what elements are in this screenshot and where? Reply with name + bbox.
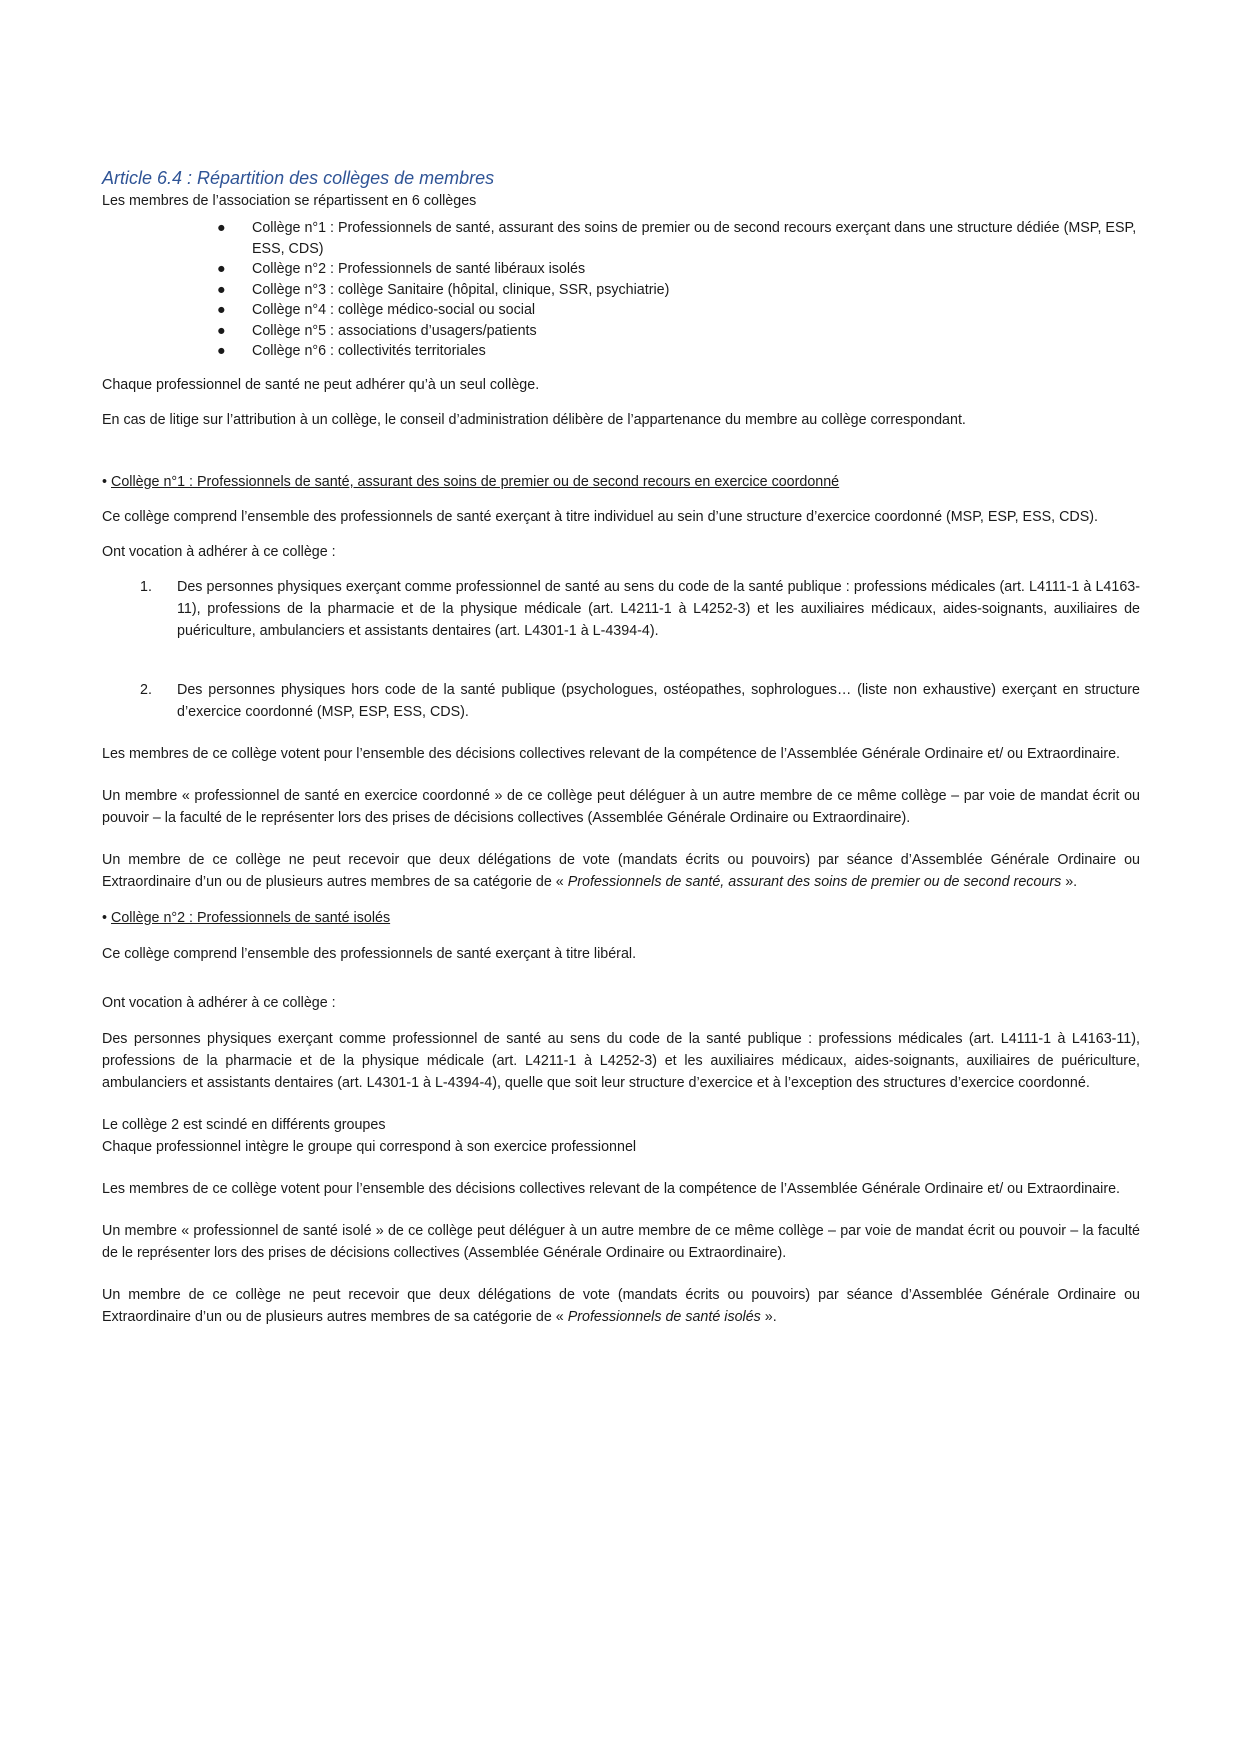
college2-delegation: Un membre « professionnel de santé isolé » de ce collège peut déléguer à un autre membre de ce même collège – par voie de mandat écrit ou pouvoir – la faculté de le représenter lors des prises de décisions collectives (Assemblée Générale Ordinaire ou Extraordinaire).: [102, 1222, 1140, 1261]
list-item: [102, 341, 1140, 362]
college2-heading: [102, 907, 1140, 929]
list-item-text: Des personnes physiques hors code de la santé publique (psychologues, ostéopathes, sophrologues… (liste non exhaustive) exerçant en structure d’exercice coordonné (MSP, ESP, ESS, CDS).: [177, 681, 1140, 720]
college1-votes: Les membres de ce collège votent pour l’ensemble des décisions collectives relevant de la compétence de l’Assemblée Générale Ordinaire et/ ou Extraordinaire.: [102, 745, 1121, 762]
list-item: [102, 321, 1140, 342]
rule-single-college: Chaque professionnel de santé ne peut adhérer qu’à un seul collège.: [102, 376, 540, 393]
list-item-text: Collège n°3 : collège Sanitaire (hôpital, clinique, SSR, psychiatrie): [252, 281, 670, 298]
bullet-icon: ●: [217, 302, 226, 318]
college2-groups-line1: Le collège 2 est scindé en différents groupes: [102, 1116, 386, 1133]
college2-vocation: Ont vocation à adhérer à ce collège :: [102, 994, 336, 1011]
limit-end: ».: [1061, 873, 1078, 890]
college1-vocation: Ont vocation à adhérer à ce collège :: [102, 543, 336, 560]
bullet-icon: ●: [217, 261, 226, 277]
list-item: [102, 679, 1140, 723]
list-item-text: Collège n°6 : collectivités territoriales: [252, 343, 486, 359]
bullet-icon: ●: [217, 343, 226, 359]
college2-votes: Les membres de ce collège votent pour l’ensemble des décisions collectives relevant de la compétence de l’Assemblée Générale Ordinaire et/ ou Extraordinaire.: [102, 1180, 1121, 1197]
category-name: Professionnels de santé isolés: [567, 1308, 761, 1325]
college2-description: Ce collège comprend l’ensemble des professionnels de santé exerçant à titre libéral.: [102, 945, 637, 962]
colleges-list: [102, 218, 1140, 362]
limit-text: Un membre de ce collège ne peut recevoir que deux délégations de vote (mandats écrits ou pouvoirs) par séance d’Assemblée Générale Ordinaire ou Extraordinaire d’un ou de plusieurs autres membres de sa catégorie de «: [102, 851, 1140, 890]
list-item: [102, 218, 1140, 259]
college2-groups-line2: Chaque professionnel intègre le groupe qui correspond à son exercice professionnel: [102, 1138, 637, 1155]
college2-persons: Des personnes physiques exerçant comme professionnel de santé au sens du code de la santé publique : professions médicales (art. L4111-1 à L4163-11), professions de la pharmacie et de la physique médicale (art. L4211-1 à L4252-3) et les auxiliaires médicaux, aides-soignants, auxiliaires de puériculture, ambulanciers et assistants dentaires (art. L4301-1 à L-4394-4), quelle que soit leur structure d’exercice et à l’exception des structures d’exercice coordonné.: [102, 1030, 1140, 1091]
limit-end: ».: [760, 1308, 777, 1325]
category-name: Professionnels de santé, assurant des soins de premier ou de second recours: [567, 873, 1062, 890]
item-number: 1.: [140, 578, 152, 595]
college2-heading-text: Collège n°2 : Professionnels de santé isolés: [111, 909, 391, 926]
document-body: [102, 166, 1140, 1328]
item-number: 2.: [140, 681, 152, 698]
college1-heading-text: Collège n°1 : Professionnels de santé, assurant des soins de premier ou de second recours en exercice coordonné: [111, 473, 840, 490]
list-item-text: Collège n°4 : collège médico-social ou social: [252, 302, 536, 318]
bullet-icon: •: [102, 909, 108, 926]
list-item-text: Collège n°5 : associations d’usagers/patients: [252, 322, 537, 339]
college1-items: [102, 576, 1140, 723]
college1-delegation: Un membre « professionnel de santé en exercice coordonné » de ce collège peut déléguer à un autre membre de ce même collège – par voie de mandat écrit ou pouvoir – la faculté de le représenter lors des prises de décisions collectives (Assemblée Générale Ordinaire ou Extraordinaire).: [102, 787, 1140, 826]
college1-description: Ce collège comprend l’ensemble des professionnels de santé exerçant à titre individuel au sein d’une structure d’exercice coordonné (MSP, ESP, ESS, CDS).: [102, 508, 1099, 525]
list-item-text: Des personnes physiques exerçant comme professionnel de santé au sens du code de la santé publique : professions médicales (art. L4111-1 à L4163-11), professions de la pharmacie et de la physique médicale (art. L4211-1 à L4252-3) et les auxiliaires médicaux, aides-soignants, auxiliaires de puériculture, ambulanciers et assistants dentaires (art. L4301-1 à L-4394-4).: [177, 578, 1140, 639]
college1-vote-limit: [102, 849, 1140, 893]
rule-dispute: En cas de litige sur l’attribution à un collège, le conseil d’administration délibère de l’appartenance du membre au collège correspondant.: [102, 411, 966, 428]
list-item: [102, 576, 1140, 642]
bullet-icon: ●: [217, 281, 226, 298]
list-item-text: Collège n°2 : Professionnels de santé libéraux isolés: [252, 261, 586, 277]
college1-heading: [102, 471, 1140, 493]
bullet-icon: •: [102, 473, 108, 490]
bullet-icon: ●: [217, 322, 226, 339]
list-item: [102, 280, 1140, 301]
list-item: [102, 259, 1140, 280]
list-item-text: Collège n°1 : Professionnels de santé, assurant des soins de premier ou de second recours exerçant dans une structure dédiée (MSP, ESP, ESS, CDS): [252, 220, 1137, 257]
list-item: [102, 300, 1140, 321]
college2-vote-limit: [102, 1284, 1140, 1328]
article-intro: Les membres de l’association se répartissent en 6 collèges: [102, 193, 477, 209]
limit-text: Un membre de ce collège ne peut recevoir que deux délégations de vote (mandats écrits ou pouvoirs) par séance d’Assemblée Générale Ordinaire ou Extraordinaire d’un ou de plusieurs autres membres de sa catégorie de «: [102, 1286, 1140, 1325]
article-title: Article 6.4 : Répartition des collèges de membres: [102, 168, 495, 188]
bullet-icon: ●: [217, 220, 226, 236]
